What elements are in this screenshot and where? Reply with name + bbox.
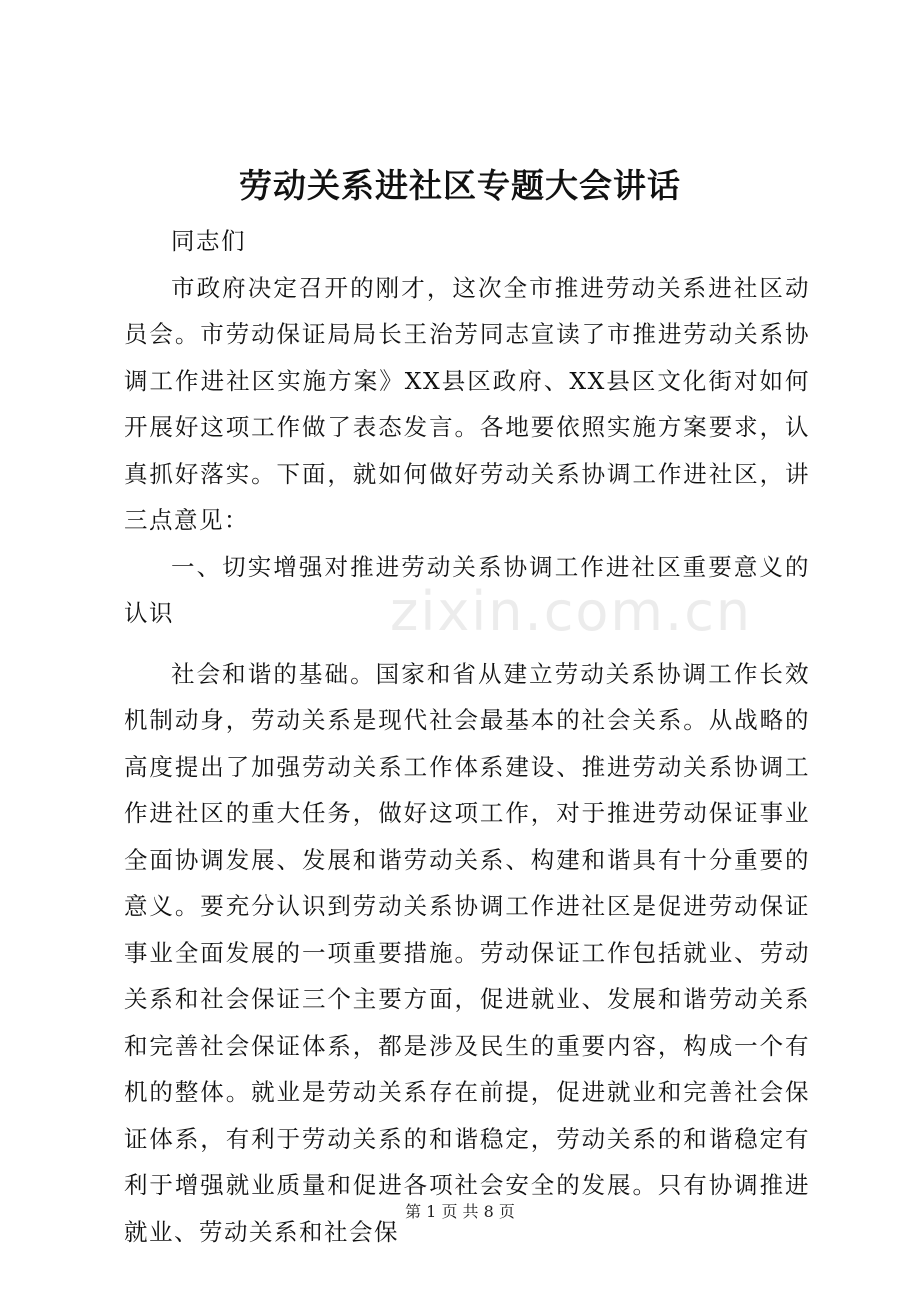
document-title: 劳动关系进社区专题大会讲话 xyxy=(239,166,681,205)
page-footer: 第 1 页 共 8 页 xyxy=(405,1202,515,1221)
watermark: zixin.com.cn xyxy=(390,580,753,643)
intro-paragraph: 市政府决定召开的刚才，这次全市推进劳动关系进社区动员会。市劳动保证局局长王治芳同志宣读了市推进劳动关系协调工作进社区实施方案》XX县区政府、XX县区文化街对如何开展好这项工作做了表态发言。各地要依照实施方案要求，认真抓好落实。下面，就如何做好劳动关系协调工作进社区，讲三点意见： xyxy=(124,273,810,534)
section-heading: 一、切实增强对推进劳动关系协调工作进社区重要意义的认识 xyxy=(124,552,810,627)
salutation-paragraph: 同志们 xyxy=(171,227,246,255)
body-paragraph: 社会和谐的基础。国家和省从建立劳动关系协调工作长效机制动身，劳动关系是现代社会最基本的社会关系。从战略的高度提出了加强劳动关系工作体系建设、推进劳动关系协调工作进社区的重大任务，做好这项工作，对于推进劳动保证事业全面协调发展、发展和谐劳动关系、构建和谐具有十分重要的意义。要充分认识到劳动关系协调工作进社区是促进劳动保证事业全面发展的一项重要措施。劳动保证工作包括就业、劳动关系和社会保证三个主要方面，促进就业、发展和谐劳动关系和完善社会保证体系，都是涉及民生的重要内容，构成一个有机的整体。就业是劳动关系存在前提，促进就业和完善社会保证体系，有利于劳动关系的和谐稳定，劳动关系的和谐稳定有利于增强就业质量和促进各项社会安全的发展。只有协调推进就业、劳动关系和社会保 xyxy=(124,659,810,1246)
document-body xyxy=(124,218,810,1255)
